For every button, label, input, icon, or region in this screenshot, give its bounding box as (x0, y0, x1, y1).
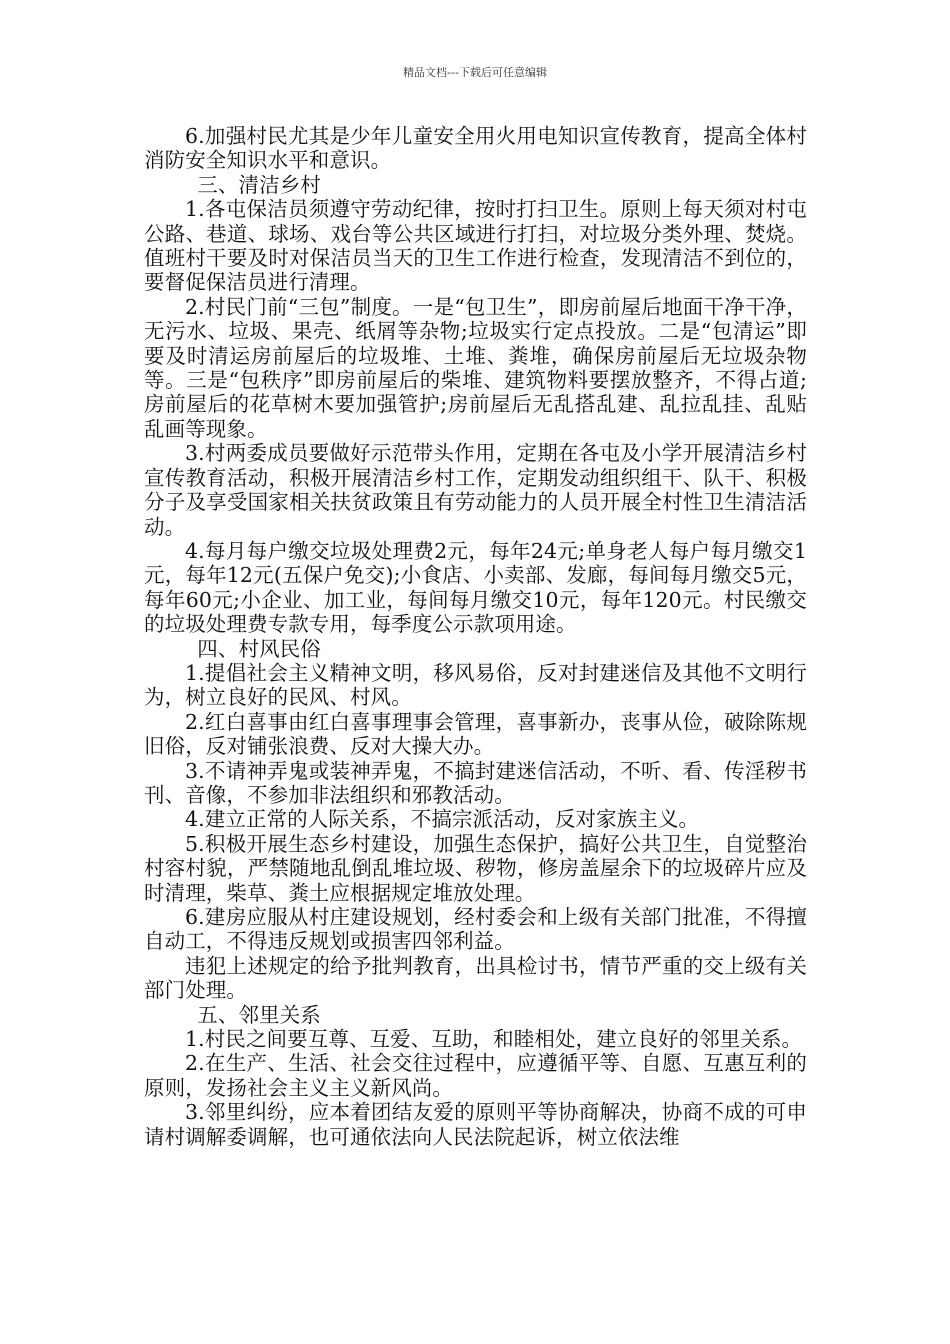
paragraph: 4.每月每户缴交垃圾处理费2元，每年24元;单身老人每户每月缴交1元，每年12元(五保户免交);小食店、小卖部、发廊，每间每月缴交5元，每年60元;小企业、加工业，每间每月缴交10元，每年120元。村民缴交的垃圾处理费专款专用，每季度公示款项用途。 (144, 538, 807, 637)
paragraph: 5.积极开展生态乡村建设，加强生态保护，搞好公共卫生，自觉整治村容村貌，严禁随地乱倒乱堆垃圾、秽物，修房盖屋余下的垃圾碎片应及时清理，柴草、粪土应根据规定堆放处理。 (144, 831, 807, 905)
document-body (144, 124, 807, 1149)
paragraph: 2.红白喜事由红白喜事理事会管理，喜事新办，丧事从俭，破除陈规旧俗，反对铺张浪费、反对大操大办。 (144, 709, 807, 759)
paragraph: 3.邻里纠纷，应本着团结友爱的原则平等协商解决，协商不成的可申请村调解委调解，也可通依法向人民法院起诉，树立依法维 (144, 1100, 807, 1149)
paragraph: 2.村民门前“三包”制度。一是“包卫生”，即房前屋后地面干净干净，无污水、垃圾、果壳、纸屑等杂物;垃圾实行定点投放。二是“包清运”即要及时清运房前屋后的垃圾堆、土堆、粪堆，确保房前屋后无垃圾杂物等。三是“包秩序”即房前屋后的柴堆、建筑物料要摆放整齐，不得占道;房前屋后的花草树木要加强管护;房前屋后无乱搭乱建、乱拉乱挂、乱贴乱画等现象。 (144, 294, 807, 441)
paragraph: 1.提倡社会主义精神文明，移风易俗，反对封建迷信及其他不文明行为，树立良好的民风、村风。 (144, 660, 807, 710)
paragraph: 1.各屯保洁员须遵守劳动纪律，按时打扫卫生。原则上每天须对村屯公路、巷道、球场、戏台等公共区域进行打扫，对垃圾分类外理、焚烧。值班村干要及时对保洁员当天的卫生工作进行检查，发现清洁不到位的，要督促保洁员进行清理。 (144, 197, 807, 295)
paragraph: 6.建房应服从村庄建设规划，经村委会和上级有关部门批准，不得擅自动工，不得违反规划或损害四邻利益。 (144, 905, 807, 954)
paragraph: 1.村民之间要互尊、互爱、互助，和睦相处，建立良好的邻里关系。 (185, 1027, 803, 1052)
section-heading: 三、清洁乡村 (197, 172, 321, 197)
paragraph: 违犯上述规定的给予批判教育，出具检讨书，情节严重的交上级有关部门处理。 (144, 953, 807, 1003)
paragraph: 6.加强村民尤其是少年儿童安全用火用电知识宣传教育，提高全体村消防安全知识水平和意识。 (144, 124, 807, 173)
paragraph: 4.建立正常的人际关系，不搞宗派活动，反对家族主义。 (185, 807, 700, 832)
paragraph: 2.在生产、生活、社会交往过程中，应遵循平等、自愿、互惠互利的原则，发扬社会主义主义新风尚。 (144, 1051, 807, 1100)
paragraph: 3.村两委成员要做好示范带头作用，定期在各屯及小学开展清洁乡村宣传教育活动，积极开展清洁乡村工作，定期发动组织组干、队干、积极分子及享受国家相关扶贫政策且有劳动能力的人员开展全村性卫生清洁活动。 (144, 441, 807, 539)
paragraph: 3.不请神弄鬼或装神弄鬼，不搞封建迷信活动，不听、看、传淫秽书刊、音像，不参加非法组织和邪教活动。 (144, 758, 807, 807)
section-heading: 五、邻里关系 (197, 1002, 321, 1027)
section-heading: 四、村风民俗 (197, 636, 321, 661)
page-header: 精品文档---下载后可任意编辑 (403, 66, 547, 79)
